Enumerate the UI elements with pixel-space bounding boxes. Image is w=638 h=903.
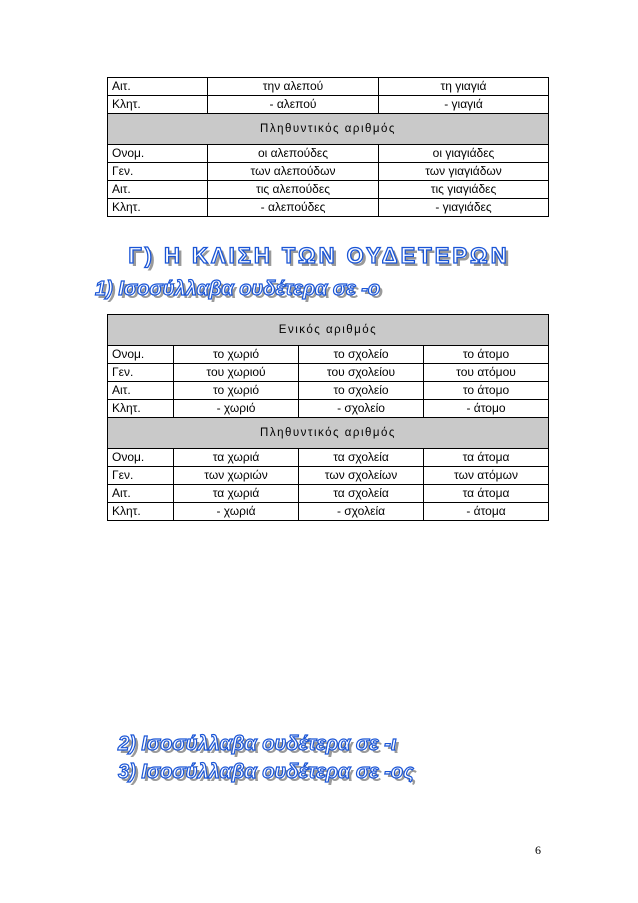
case-label: Κλητ.	[108, 503, 174, 521]
case-label: Αιτ.	[108, 485, 174, 503]
table-cell: τις γιαγιάδες	[379, 181, 549, 199]
table-cell: - άτομα	[424, 503, 549, 521]
singular-band-label: Ενικός αριθμός	[108, 315, 549, 346]
table-cell: τη γιαγιά	[379, 78, 549, 96]
table-row	[108, 78, 549, 96]
table-row	[108, 503, 549, 521]
table-cell: - χωριά	[174, 503, 299, 521]
table-row	[108, 163, 549, 181]
case-label: Κλητ.	[108, 400, 174, 418]
page-number: 6	[535, 843, 541, 857]
table-cell: - σχολείο	[299, 400, 424, 418]
table-row	[108, 449, 549, 467]
case-label: Αιτ.	[108, 78, 208, 96]
case-label: Ονομ.	[108, 449, 174, 467]
case-label: Ονομ.	[108, 346, 174, 364]
table-cell: τα χωριά	[174, 449, 299, 467]
case-label: Γεν.	[108, 163, 208, 181]
table-cell: τα σχολεία	[299, 449, 424, 467]
table-cell: το άτομο	[424, 382, 549, 400]
table-cell: τα σχολεία	[299, 485, 424, 503]
table-cell: τα άτομα	[424, 485, 549, 503]
table-cell: - αλεπού	[208, 96, 379, 114]
table-row	[108, 400, 549, 418]
plural-band-label: Πληθυντικός αριθμός	[108, 418, 549, 449]
table-cell: του σχολείου	[299, 364, 424, 382]
table-row	[108, 181, 549, 199]
section-heading: Γ) Η ΚΛΙΣΗ ΤΩΝ ΟΥΔΕΤΕΡΩΝ	[128, 243, 510, 268]
table-cell: των χωριών	[174, 467, 299, 485]
table-cell: - αλεπούδες	[208, 199, 379, 217]
table-cell: το σχολείο	[299, 346, 424, 364]
table-cell: του χωριού	[174, 364, 299, 382]
table-cell: οι γιαγιάδες	[379, 145, 549, 163]
table-cell: των αλεπούδων	[208, 163, 379, 181]
table-cell: την αλεπού	[208, 78, 379, 96]
table-cell: - σχολεία	[299, 503, 424, 521]
plural-band-label: Πληθυντικός αριθμός	[108, 114, 549, 145]
table-row	[108, 346, 549, 364]
case-label: Αιτ.	[108, 181, 208, 199]
table-cell: - χωριό	[174, 400, 299, 418]
table-row	[108, 467, 549, 485]
case-label: Ονομ.	[108, 145, 208, 163]
case-label: Γεν.	[108, 467, 174, 485]
table-row	[108, 382, 549, 400]
table-cell: οι αλεπούδες	[208, 145, 379, 163]
plural-band-row	[108, 418, 549, 449]
feminine-declension-table	[107, 77, 549, 217]
table-cell: των γιαγιάδων	[379, 163, 549, 181]
table-row	[108, 96, 549, 114]
subheading-neuter-i: 2) Ισοσύλλαβα ουδέτερα σε -ι	[118, 733, 397, 755]
table-cell: το χωριό	[174, 346, 299, 364]
table-cell: το χωριό	[174, 382, 299, 400]
case-label: Κλητ.	[108, 199, 208, 217]
table-cell: - άτομο	[424, 400, 549, 418]
table-cell: του ατόμου	[424, 364, 549, 382]
subheading-neuter-o: 1) Ισοσύλλαβα ουδέτερα σε -ο	[95, 278, 381, 300]
table-cell: τα άτομα	[424, 449, 549, 467]
table-cell: - γιαγιά	[379, 96, 549, 114]
table-row	[108, 485, 549, 503]
table-cell: τα χωριά	[174, 485, 299, 503]
table-cell: το άτομο	[424, 346, 549, 364]
table-cell: το σχολείο	[299, 382, 424, 400]
table-cell: τις αλεπούδες	[208, 181, 379, 199]
table-cell: των σχολείων	[299, 467, 424, 485]
case-label: Γεν.	[108, 364, 174, 382]
table-row	[108, 145, 549, 163]
table-cell: - γιαγιάδες	[379, 199, 549, 217]
table-cell: των ατόμων	[424, 467, 549, 485]
table-row	[108, 364, 549, 382]
neuter-declension-table	[107, 314, 549, 521]
case-label: Αιτ.	[108, 382, 174, 400]
table-row	[108, 199, 549, 217]
singular-band-row	[108, 315, 549, 346]
subheading-neuter-os: 3) Ισοσύλλαβα ουδέτερα σε -ος	[118, 761, 414, 783]
case-label: Κλητ.	[108, 96, 208, 114]
plural-band-row	[108, 114, 549, 145]
